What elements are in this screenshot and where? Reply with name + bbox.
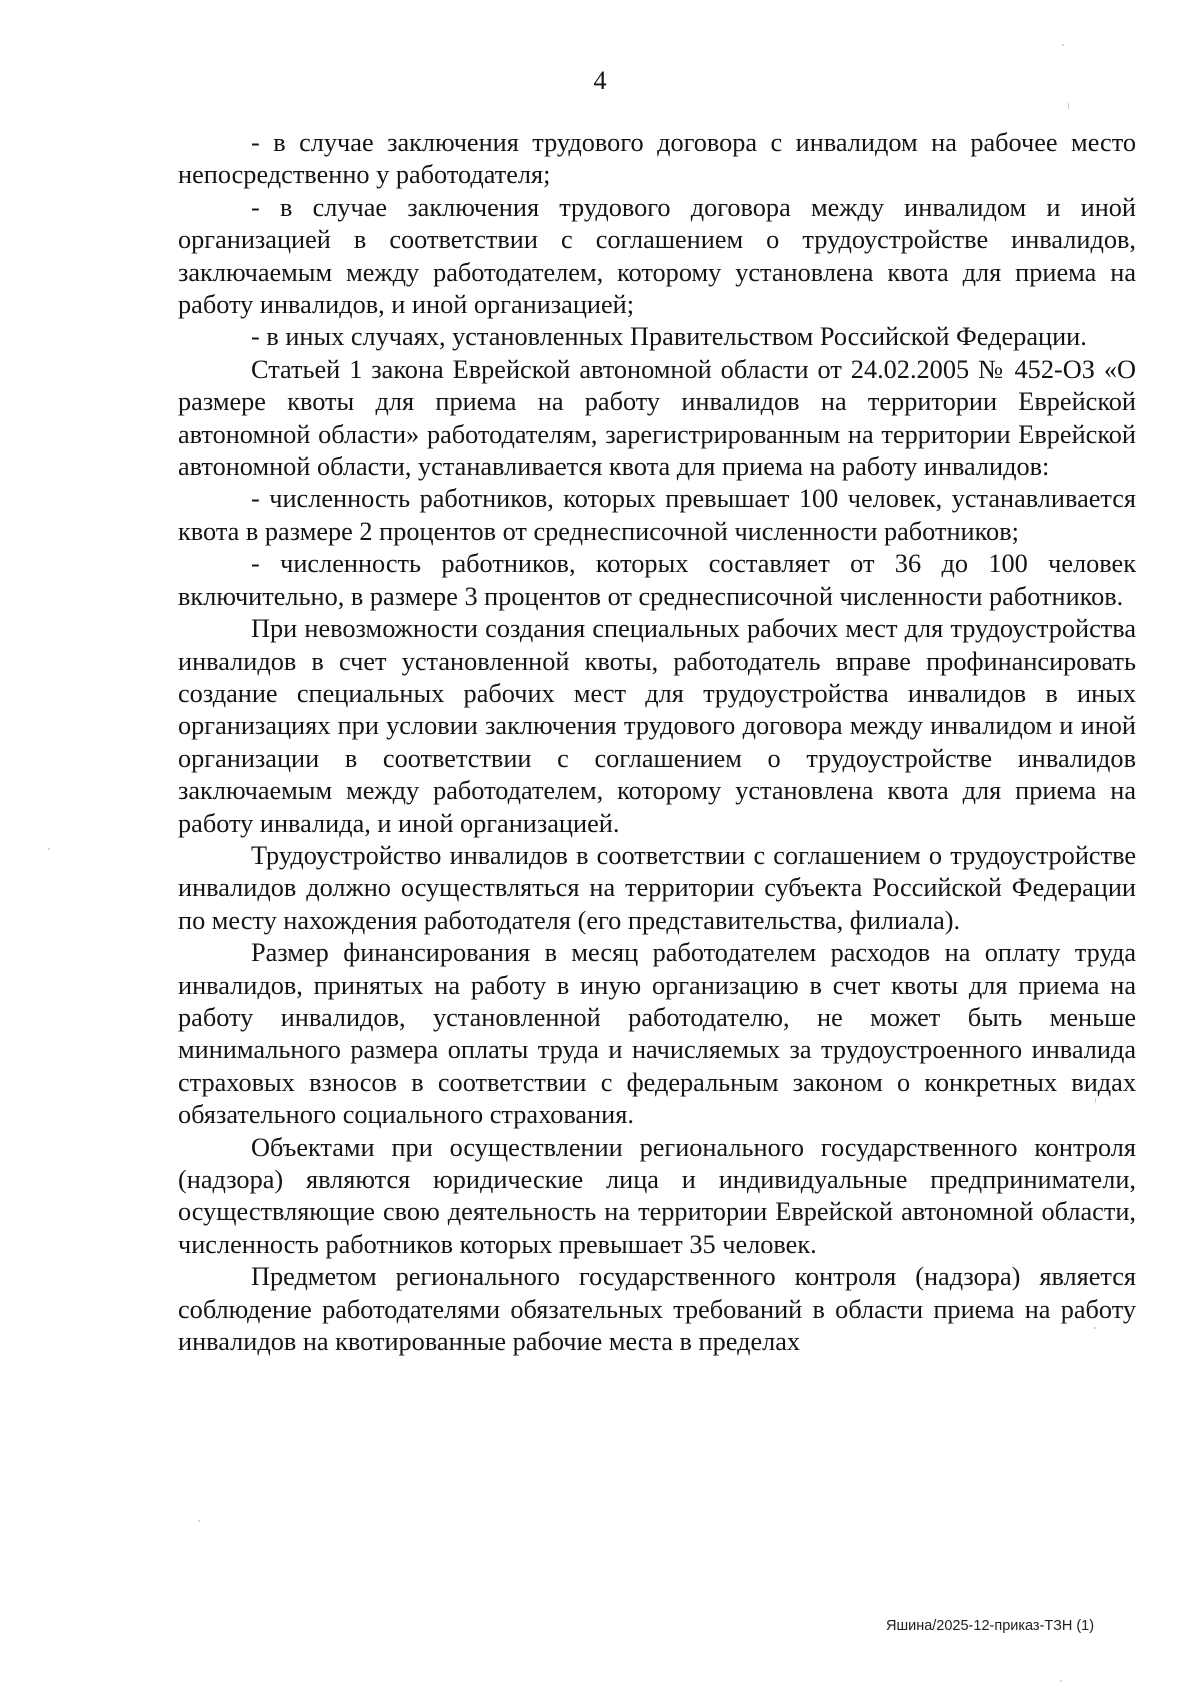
scan-speck [198, 1520, 200, 1522]
paragraph-employment-territory: Трудоустройство инвалидов в соответствии с соглашением о трудоустройстве инвалидов должно осуществляться на территории субъекта Российской Федерации по месту нахождения работодателя (его представительства, филиала). [178, 840, 1136, 935]
paragraph-special-workplaces-financing: При невозможности создания специальных рабочих мест для трудоустройства инвалидов в счет установленной квоты, работодатель вправе профинансировать создание специальных рабочих мест для трудоустройства инвалидов в иных организациях при условии заключения трудового договора между инвалидом и иной организации в соответствии с соглашением о трудоустройстве инвалидов заключаемым между работодателем, которому установлена квота для приема на работу инвалида, и иной организацией. [178, 614, 1136, 838]
paragraph-list-item-other-organization: - в случае заключения трудового договора между инвалидом и иной организацией в соответствии с соглашением о трудоустройстве инвалидов, заключаемым между работодателем, которому установлена квота для приема на работу инвалидов, и иной организацией; [178, 192, 1136, 320]
paragraph-quota-36-to-100: - численность работников, которых составляет от 36 до 100 человек включительно, в размере 3 процентов от среднесписочной численности работников. [178, 549, 1136, 611]
scan-speck [1062, 44, 1064, 46]
scan-speck [1068, 103, 1069, 109]
paragraph-control-subject: Предметом регионального государственного контроля (надзора) является соблюдение работодателями обязательных требований в области приема на работу инвалидов на квотированные рабочие места в пределах [178, 1262, 1136, 1357]
scan-speck [1094, 1327, 1096, 1329]
paragraph-regional-law-quota: Статьей 1 закона Еврейской автономной области от 24.02.2005 № 452-ОЗ «О размере квоты для приема на работу инвалидов на территории Еврейской автономной области» работодателям, зарегистрированным на территории Еврейской автономной области, устанавливается квота для приема на работу инвалидов: [178, 354, 1136, 482]
paragraph-quota-over-100: - численность работников, которых превышает 100 человек, устанавливается квота в размере 2 процентов от среднесписочной численности работников; [178, 484, 1136, 546]
paragraph-financing-amount: Размер финансирования в месяц работодателем расходов на оплату труда инвалидов, принятых на работу в иную организацию в счет квоты для приема на работу инвалидов, установленной работодателю, не может быть меньше минимального размера оплаты труда и начисляемых за трудоустроенного инвалида страховых взносов в соответствии с федеральным законом о конкретных видах обязательного социального страхования. [178, 938, 1136, 1130]
scan-speck [1095, 1098, 1096, 1103]
scan-speck [1060, 1680, 1062, 1682]
paragraph-list-item-direct-employment: - в случае заключения трудового договора с инвалидом на рабочее место непосредственно у работодателя; [178, 128, 1136, 190]
page-number: 4 [593, 66, 607, 95]
document-body [178, 127, 1136, 1358]
scan-speck [48, 848, 50, 850]
paragraph-list-item-government-cases: - в иных случаях, установленных Правительством Российской Федерации. [251, 322, 1087, 352]
document-footer-reference: Яшина/2025-12-приказ-ТЗН (1) [886, 1618, 1095, 1634]
paragraph-control-objects: Объектами при осуществлении регионального государственного контроля (надзора) являются юридические лица и индивидуальные предприниматели, осуществляющие свою деятельность на территории Еврейской автономной области, численность работников которых превышает 35 человек. [178, 1132, 1136, 1259]
